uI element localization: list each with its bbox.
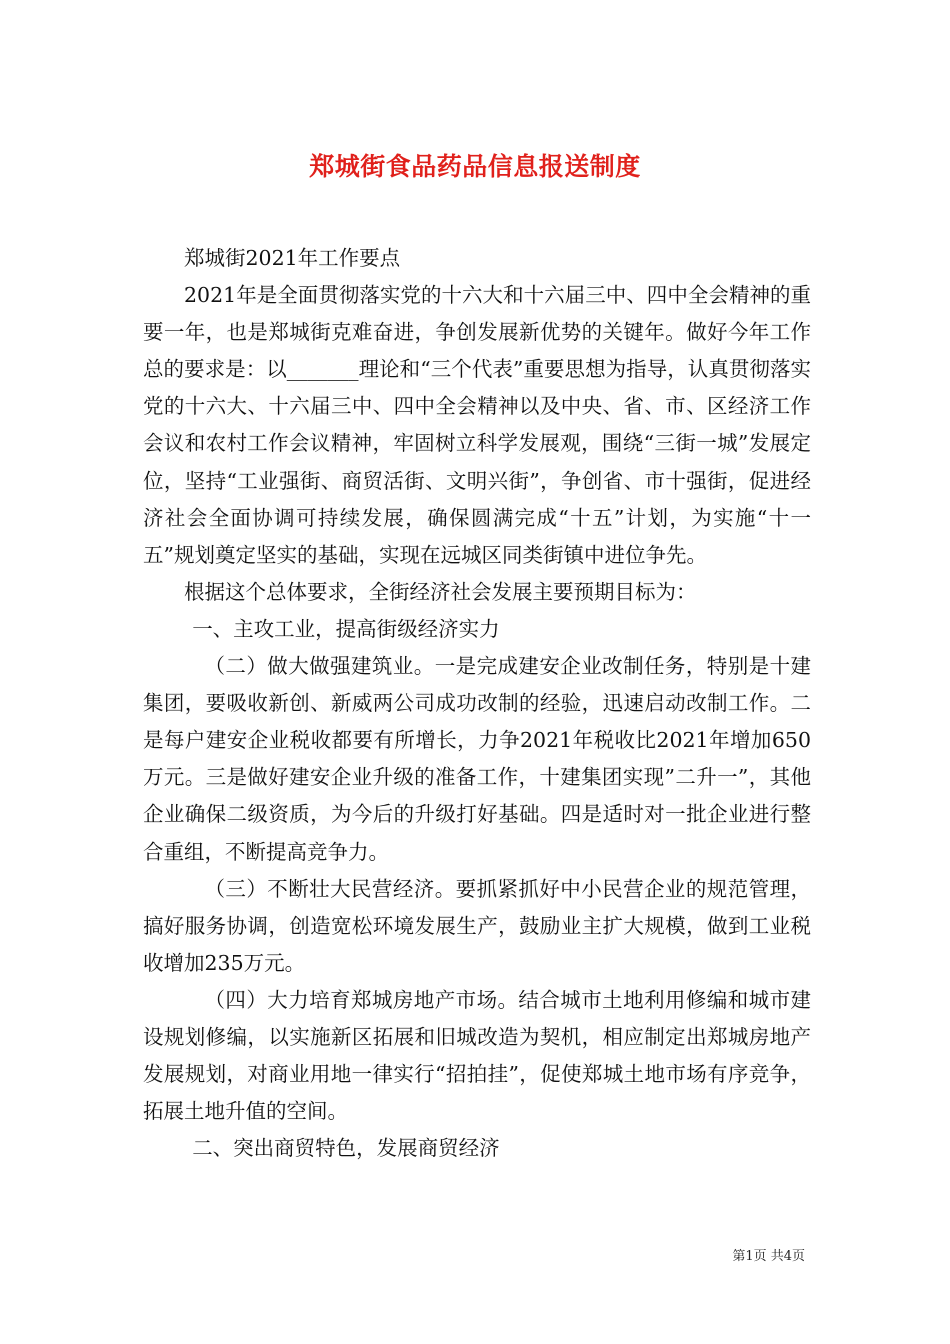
document-title: 郑城街食品药品信息报送制度 (309, 151, 641, 181)
paragraph-real-estate: （四）大力培育郑城房地产市场。结合城市土地利用修编和城市建设规划修编，以实施新区拓展和旧城改造为契机，相应制定出郑城房地产发展规划，对商业用地一律实行“招拍挂”，促使郑城土地市场有序竞争，拓展土地升值的空间。 (143, 987, 811, 1124)
paragraph-private-economy: （三）不断壮大民营经济。要抓紧抓好中小民营企业的规范管理，搞好服务协调，创造宽松环境发展生产，鼓励业主扩大规模，做到工业税收增加235万元。 (143, 876, 811, 975)
page-number: 第1页 共4页 (732, 1249, 805, 1264)
paragraph-construction: （二）做大做强建筑业。一是完成建安企业改制任务，特别是十建集团，要吸收新创、新威两公司成功改制的经验，迅速启动改制工作。二是每户建安企业税收都要有所增长，力争2021年税收比2021年增加650万元。三是做好建安企业升级的准备工作，十建集团实现”二升一”，其他企业确保二级资质，为今后的升级打好基础。四是适时对一批企业进行整合重组，不断提高竞争力。 (143, 654, 811, 864)
subheading-commerce: 二、突出商贸特色，发展商贸经济 (192, 1136, 500, 1161)
intro-paragraph: 2021年是全面贯彻落实党的十六大和十六届三中、四中全会精神的重要一年，也是郑城街克难奋进，争创发展新优势的关键年。做好今年工作总的要求是：以_______理论和“三个代表”重要思想为指导，认真贯彻落实党的十六大、十六届三中、四中全会精神以及中央、省、市、区经济工作会议和农村工作会议精神，牢固树立科学发展观，围绕“三街一城”发展定位，坚持“工业强街、商贸活街、文明兴街”，争创省、市十强街，促进经济社会全面协调可持续发展，确保圆满完成“十五”计划，为实施“十一五”规划奠定坚实的基础，实现在远城区同类街镇中进位争先。 (143, 283, 811, 567)
document-body (143, 240, 811, 1167)
targets-paragraph: 根据这个总体要求，全街经济社会发展主要预期目标为： (184, 579, 697, 604)
subheading-industry: 一、主攻工业，提高街级经济实力 (192, 616, 500, 641)
section-heading: 郑城街2021年工作要点 (184, 246, 401, 270)
